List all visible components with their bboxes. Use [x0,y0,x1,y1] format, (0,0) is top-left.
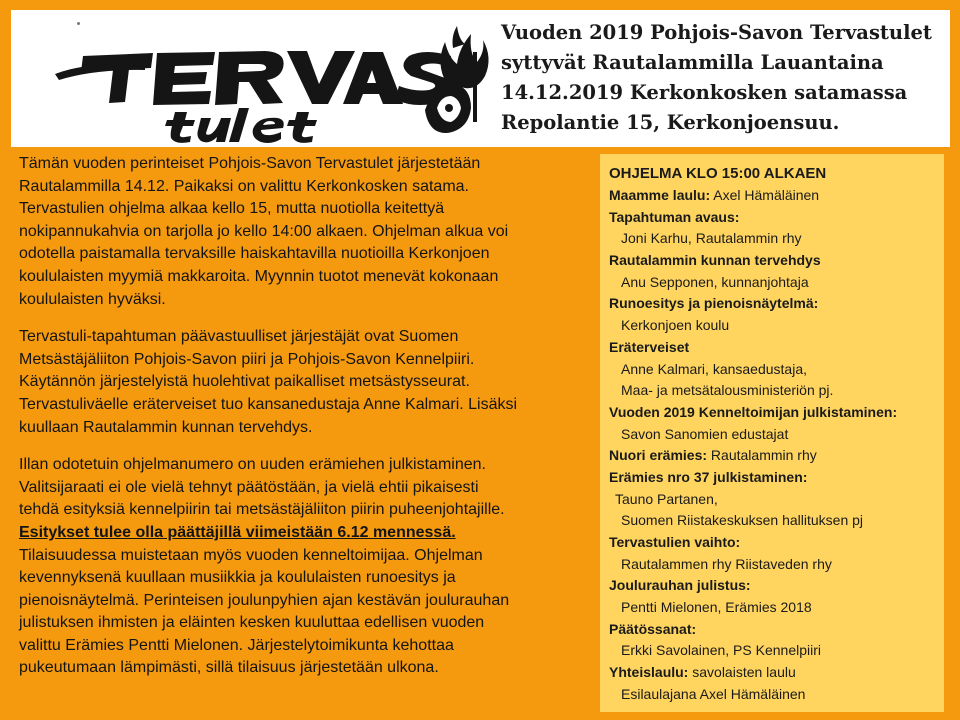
text-line: Tämän vuoden perinteiset Pohjois-Savon Tervastulet järjestetään [19,155,481,172]
program-item-detail: Rautalammen rhy Riistaveden rhy [621,555,832,572]
headline-line: 14.12.2019 Kerkonkosken satamassa [501,81,908,104]
text-line: koululaisten myymiä makkaroita. Myynnin tuotot menevät kokonaan [19,267,499,285]
program-item [609,185,944,207]
program-item-detail: Esilaulajana Axel Hämäläinen [621,685,806,702]
program-item-head: Rautalammin kunnan tervehdys [609,252,821,269]
program-item-head: Maamme laulu: [609,187,711,203]
text-line: Illan odotetuin ohjelmanumero on uuden erämiehen julkistaminen. [19,456,486,474]
program-item-detail: Erkki Savolainen, PS Kennelpiiri [621,642,821,659]
program-item-detail: Anu Sepponen, kunnanjohtaja [621,273,809,290]
text-line: Tilaisuudessa muistetaan myös vuoden kenneltoimijaa. Ohjelman [19,546,483,564]
program-item-detail: Savon Sanomien edustajat [621,425,789,442]
deadline-emphasis: Esitykset tulee olla päättäjillä viimeistään 6.12 mennessä. [19,523,456,541]
text-line: tehdä esityksiä kennelpiirin tai metsästäjäliiton piirin puheenjohtajille. [19,501,505,519]
program-item-head: Vuoden 2019 Kenneltoimijan julkistaminen: [609,403,898,420]
article-body [19,153,597,680]
logo-dot [77,22,80,25]
text-line: Tervastuli-tapahtuman päävastuulliset järjestäjät ovat Suomen [19,328,459,346]
paragraph-organizers [19,326,597,439]
text-line: valittu Erämies Pentti Mielonen. Järjestelytoimikunta kehottaa [19,636,454,654]
headline-line: Vuoden 2019 Pohjois-Savon Tervastulet [501,21,932,44]
program-item-head: Päätössanat: [609,620,697,637]
headline-line: syttyvät Rautalammilla Lauantaina [501,51,884,74]
text-line: kuullaan Rautalammin kunnan tervehdys. [19,418,313,436]
program-item [609,445,944,467]
text-line: pienoisnäytelmä. Perinteisen joulunpyhien ajan kestävän joulurauhan [19,591,510,609]
text-line: Käytännön järjestelyistä huolehtivat paikalliset metsästysseurat. [19,373,470,391]
program-item-detail: Tauno Partanen, [615,490,718,507]
program-item-detail: Kerkonjoen koulu [621,317,730,334]
program-item-head: Tervastulien vaihto: [609,534,741,550]
header-banner [11,10,950,147]
program-item [609,662,944,684]
program-item-head: Tapahtuman avaus: [609,208,740,225]
program-item-detail: Suomen Riistakeskuksen hallituksen pj [621,512,864,529]
headline-line: Repolantie 15, Kerkonjoensuu. [501,111,840,134]
text-line: Tervastulien ohjelma alkaa kello 15, mutta nuotiolla keitettyä [19,200,445,218]
text-line: koululaisten hyväksi. [19,290,166,308]
text-line: odotella paistamalla tervaksille haiskahtavilla nuotioilla Kerkonjoen [19,245,490,263]
program-item-head: Runoesitys ja pienoisnäytelmä: [609,295,819,312]
program-box [600,154,944,712]
program-item-detail: Anne Kalmari, kansaedustaja, [621,360,807,377]
text-line: pukeutumaan lämpimästi, sillä tilaisuus järjestetään ulkona. [19,659,439,677]
program-item-detail: Joni Karhu, Rautalammin rhy [621,230,802,247]
tervastulet-logo [25,12,495,145]
text-line: Rautalammilla 14.12. Paikaksi on valittu Kerkonkosken satama. [19,177,469,195]
paragraph-program-highlights [19,454,597,680]
program-item-head: Eräterveiset [609,338,690,355]
program-title: OHJELMA KLO 15:00 ALKAEN [609,165,827,182]
program-item-head: Yhteislaulu: [609,664,689,681]
text-line: julistuksen ihmisten ja eläinten kesken kuuluttaa edellisen vuoden [19,614,485,632]
program-item-head: Joulurauhan julistus: [609,577,751,594]
program-item-inline: Axel Hämäläinen [710,187,820,203]
program-item-detail: Maa- ja metsätalousministeriön pj. [621,382,834,399]
text-line: nokipannukahvia on tarjolla jo kello 14:00 alkaen. Ohjelman alkua voi [19,222,509,240]
text-line: kevennyksenä kuullaan musiikkia ja koululaisten runoesitys ja [19,569,456,587]
program-item-head: Erämies nro 37 julkistaminen: [609,468,808,485]
text-line: Tervastuliväelle eräterveiset tuo kansanedustaja Anne Kalmari. Lisäksi [19,395,518,413]
event-headline [501,18,941,138]
program-item-inline: savolaisten laulu [688,664,796,681]
text-line: Valitsijaraati ei ole vielä tehnyt päätöstään, ja vielä ehtii pikaisesti [19,478,479,496]
program-item-head: Nuori erämies: [609,447,708,464]
program-item-detail: Pentti Mielonen, Erämies 2018 [621,599,812,616]
paragraph-intro [19,153,597,311]
program-item-inline: Rautalammin rhy [707,447,817,464]
torch-logo-icon [25,12,495,145]
text-line: Metsästäjäliiton Pohjois-Savon piiri ja Pohjois-Savon Kennelpiiri. [19,350,475,368]
